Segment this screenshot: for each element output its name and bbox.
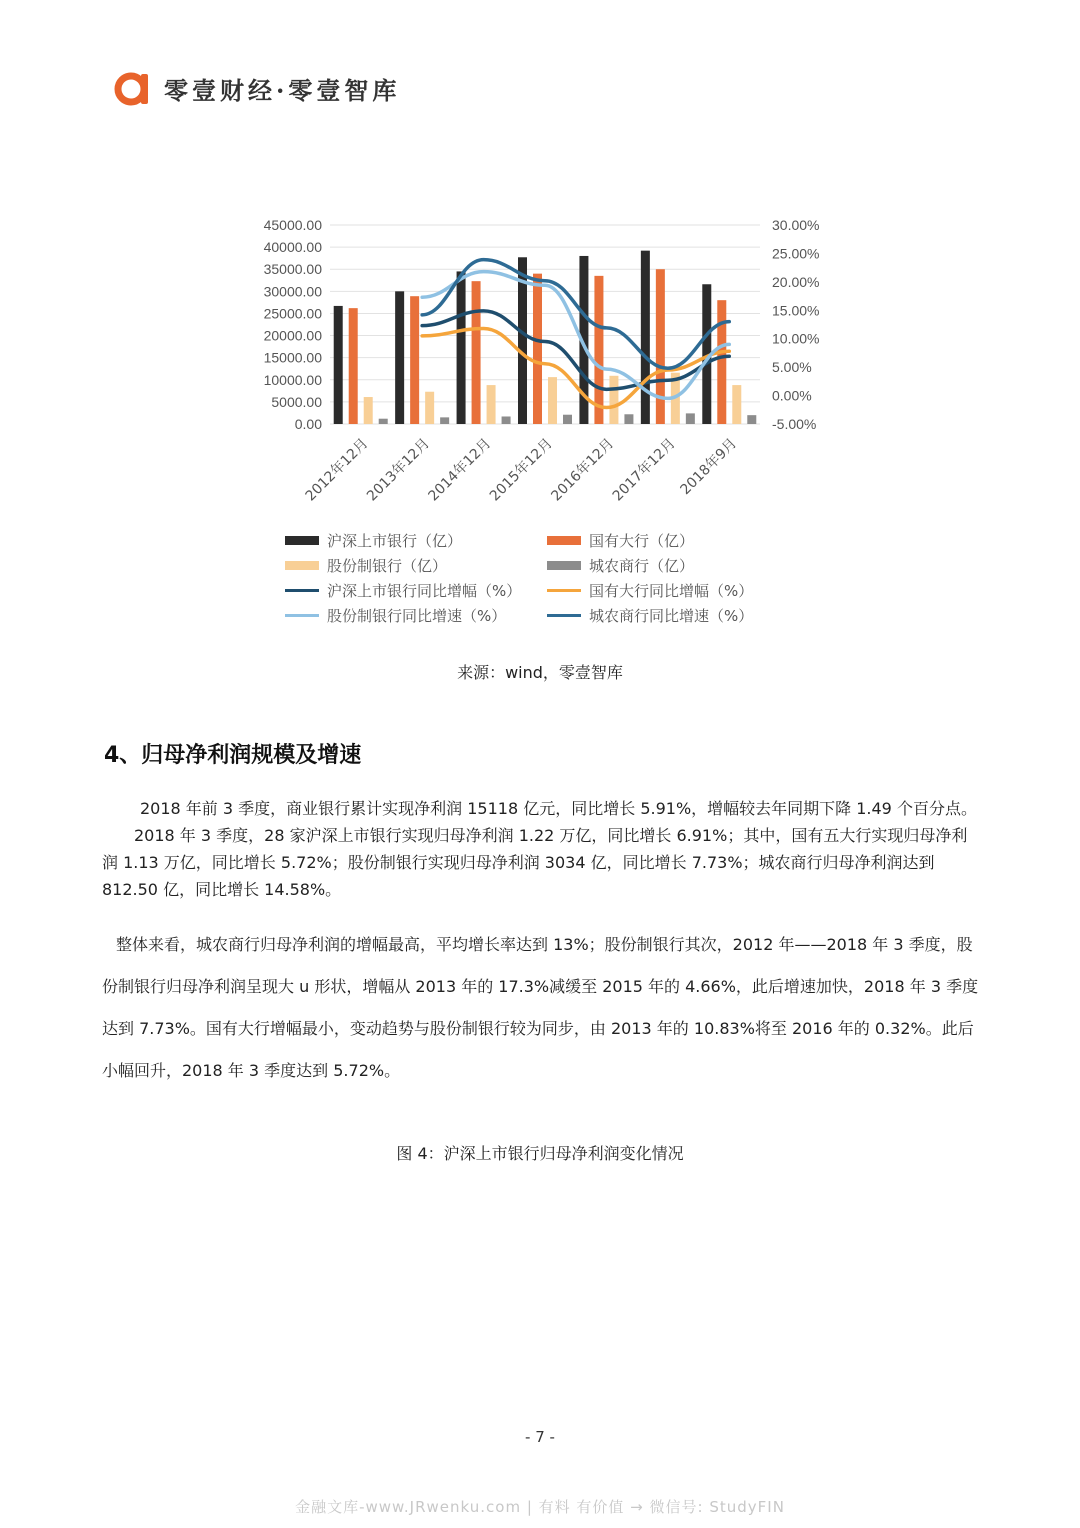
- legend-item: [547, 605, 753, 626]
- paragraph-1: 2018 年前 3 季度，商业银行累计实现净利润 15118 亿元，同比增长 5.91%，增幅较去年同期下降 1.49 个百分点。: [140, 799, 977, 818]
- category-tick-label: 2012年12月: [302, 435, 372, 505]
- bank-profit-chart: [230, 205, 850, 645]
- right-axis-tick-label: 5.00%: [772, 359, 812, 376]
- legend-swatch: [285, 561, 319, 570]
- series-line: [422, 311, 729, 389]
- legend-label: 沪深上市银行同比增幅（%）: [327, 582, 522, 600]
- page-header: [112, 68, 400, 108]
- right-axis-tick-label: 25.00%: [772, 245, 820, 262]
- category-tick-label: 2017年12月: [609, 435, 679, 505]
- left-axis-tick-label: 15000.00: [263, 349, 322, 366]
- bar: [334, 306, 343, 424]
- bar: [410, 296, 419, 424]
- brand-name: 零壹财经·零壹智库: [164, 75, 401, 105]
- bar: [641, 251, 650, 424]
- legend-line-swatch: [285, 589, 319, 592]
- left-axis-tick-label: 10000.00: [263, 371, 322, 388]
- chart-source: 来源：wind，零壹智库: [457, 663, 623, 682]
- legend-swatch: [285, 536, 319, 545]
- bar: [425, 392, 434, 424]
- bar: [440, 417, 449, 424]
- bar: [487, 385, 496, 424]
- figure-caption: 图 4：沪深上市银行归母净利润变化情况: [396, 1144, 684, 1163]
- left-axis-tick-label: 40000.00: [263, 239, 322, 256]
- right-axis-tick-label: -5.00%: [772, 416, 817, 432]
- category-tick-label: 2016年12月: [548, 435, 618, 505]
- bar: [472, 281, 481, 424]
- legend-item: [285, 605, 506, 626]
- right-axis-tick-label: 30.00%: [772, 217, 820, 233]
- left-axis-tick-label: 25000.00: [263, 305, 322, 322]
- legend-label: 国有大行（亿）: [589, 532, 695, 550]
- bar: [747, 415, 756, 424]
- bar: [379, 419, 388, 424]
- legend-item: [547, 555, 694, 576]
- right-axis-tick-label: 20.00%: [772, 273, 820, 290]
- watermark: 金融文库-www.JRwenku.com | 有料 有价值 → 微信号: StudyFIN: [295, 1498, 785, 1516]
- legend-item: [547, 530, 694, 551]
- legend-label: 股份制银行同比增速（%）: [327, 607, 507, 625]
- left-axis-tick-label: 0.00: [294, 416, 322, 432]
- bar: [457, 271, 466, 424]
- logo-icon: [112, 68, 152, 108]
- bar: [364, 397, 373, 424]
- legend-label: 城农商行同比增速（%）: [589, 607, 754, 625]
- legend-line-swatch: [547, 589, 581, 592]
- bar: [732, 385, 741, 424]
- legend-item: [547, 580, 753, 601]
- bar: [502, 416, 511, 424]
- bar: [349, 308, 358, 424]
- legend-line-swatch: [285, 614, 319, 617]
- bar: [624, 414, 633, 424]
- category-tick-label: 2015年12月: [486, 435, 556, 505]
- bar: [594, 276, 603, 424]
- bar: [533, 274, 542, 424]
- legend-label: 沪深上市银行（亿）: [327, 532, 463, 550]
- legend-label: 股份制银行（亿）: [327, 557, 448, 575]
- paragraph-3: 整体来看，城农商行归母净利润的增幅最高，平均增长率达到 13%；股份制银行其次，2012 年——2018 年 3 季度，股份制银行归母净利润呈现大 u 形状，增幅从 2013 年的 17.3%减缓至 2015 年的 4.66%，此后增速加快，2018 年 3 季度达到 7.73%。国有大行增幅最小，变动趋势与股份制银行较为同步，由 2013 年的 10.83%将至 2016 年的 0.32%。此后小幅回升，2018 年 3 季度达到 5.72%。: [102, 935, 979, 1080]
- bar: [656, 269, 665, 424]
- bar: [717, 300, 726, 424]
- right-axis-tick-label: 15.00%: [772, 302, 820, 319]
- bar: [563, 415, 572, 424]
- legend-line-swatch: [547, 614, 581, 617]
- legend-item: [285, 580, 521, 601]
- category-tick-label: 2014年12月: [425, 435, 495, 505]
- category-tick-label: 2013年12月: [364, 435, 433, 505]
- chart-canvas: [230, 205, 850, 645]
- bar: [548, 377, 557, 424]
- left-axis-tick-label: 35000.00: [263, 261, 322, 278]
- legend-label: 国有大行同比增幅（%）: [589, 582, 754, 600]
- page-number: - 7 -: [525, 1428, 555, 1446]
- bar: [395, 291, 404, 424]
- left-axis-tick-label: 45000.00: [263, 217, 322, 233]
- legend-swatch: [547, 561, 581, 570]
- section-title: 4、归母净利润规模及增速: [104, 743, 362, 768]
- bar: [609, 376, 618, 424]
- bar: [686, 413, 695, 424]
- paragraph-2: 2018 年 3 季度，28 家沪深上市银行实现归母净利润 1.22 万亿，同比增长 6.91%；其中，国有五大行实现归母净利润 1.13 万亿，同比增长 5.72%；股份制银行实现归母净利润 3034 亿，同比增长 7.73%；城农商行归母净利润达到 812.50 亿，同比增长 14.58%。: [102, 826, 968, 899]
- legend-item: [285, 555, 447, 576]
- left-axis-tick-label: 30000.00: [263, 283, 322, 300]
- legend-swatch: [547, 536, 581, 545]
- legend-item: [285, 530, 462, 551]
- right-axis-tick-label: 0.00%: [772, 387, 812, 404]
- left-axis-tick-label: 5000.00: [271, 393, 322, 410]
- right-axis-tick-label: 10.00%: [772, 330, 820, 347]
- legend-label: 城农商行（亿）: [589, 557, 695, 575]
- left-axis-tick-label: 20000.00: [263, 327, 322, 344]
- category-tick-label: 2018年9月: [677, 435, 741, 499]
